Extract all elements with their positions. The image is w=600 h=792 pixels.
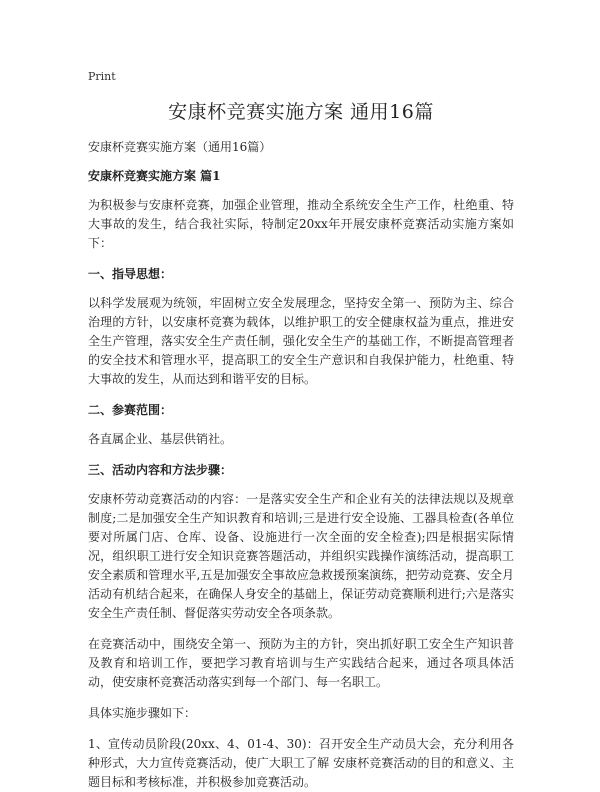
section-3-body-2: 在竞赛活动中，围绕安全第一、预防为主的方针，突出抓好职工安全生产知识普及教育和培训工作，要把学习教育培训与生产实践结合起来，通过各项具体活动，使安康杯竞赛活动落实到每一个部门、每一名职工。 xyxy=(88,637,514,689)
document-subtitle: 安康杯竞赛实施方案（通用16篇） xyxy=(88,140,272,154)
section-2-title: 二、参赛范围： xyxy=(88,403,173,417)
article-heading: 安康杯竞赛实施方案 篇1 xyxy=(88,169,221,183)
section-3-body-1: 安康杯劳动竞赛活动的内容：一是落实安全生产和企业有关的法律法规以及规章制度;二是加强安全生产知识教育和培训;三是进行安全设施、工器具检查(各单位要对所属门店、仓库、设备、设施进行一次全面的安全检查);四是根据实际情况，组织职工进行安全知识竞赛答题活动，并组织实践操作演练活动，提高职工安全素质和管理水平,五是加强安全事故应急救援预案演练，把劳动竞赛、安全月活动有机结合起来，在确保人身安全的基础上，保证劳动竞赛顺利进行;六是落实安全生产责任制、督促落实劳动安全各项条款。 xyxy=(88,492,514,620)
section-2-body: 各直属企业、基层供销社。 xyxy=(88,432,233,446)
print-label: Print xyxy=(88,70,116,83)
section-1-body: 以科学发展观为统领，牢固树立安全发展理念，坚持安全第一、预防为主、综合治理的方针，以安康杯竞赛为载体，以维护职工的安全健康权益为重点，推进安全生产管理，落实安全生产责任制，强化安全生产的基础工作，不断提高管理者的安全技术和管理水平，提高职工的安全生产意识和自我保护能力，杜绝重、特大事故的发生，从而达到和谐平安的目标。 xyxy=(88,296,514,386)
document-title: 安康杯竞赛实施方案 通用16篇 xyxy=(168,101,434,123)
section-1-title: 一、指导思想： xyxy=(88,267,173,281)
section-3-title: 三、活动内容和方法步骤： xyxy=(88,463,233,477)
intro-paragraph: 为积极参与安康杯竞赛，加强企业管理，推动全系统安全生产工作，杜绝重、特大事故的发生，结合我社实际，特制定20xx年开展安康杯竞赛活动实施方案如下： xyxy=(88,198,514,250)
step-1-paragraph: 1、宣传动员阶段(20xx、4、01-4、30)：召开安全生产动员大会，充分利用各种形式，大力宣传竞赛活动，使广大职工了解 安康杯竞赛活动的目的和意义、主题目标和考核标准，并积极参加竞赛活动。 xyxy=(88,737,514,789)
steps-intro: 具体实施步骤如下： xyxy=(88,706,197,720)
